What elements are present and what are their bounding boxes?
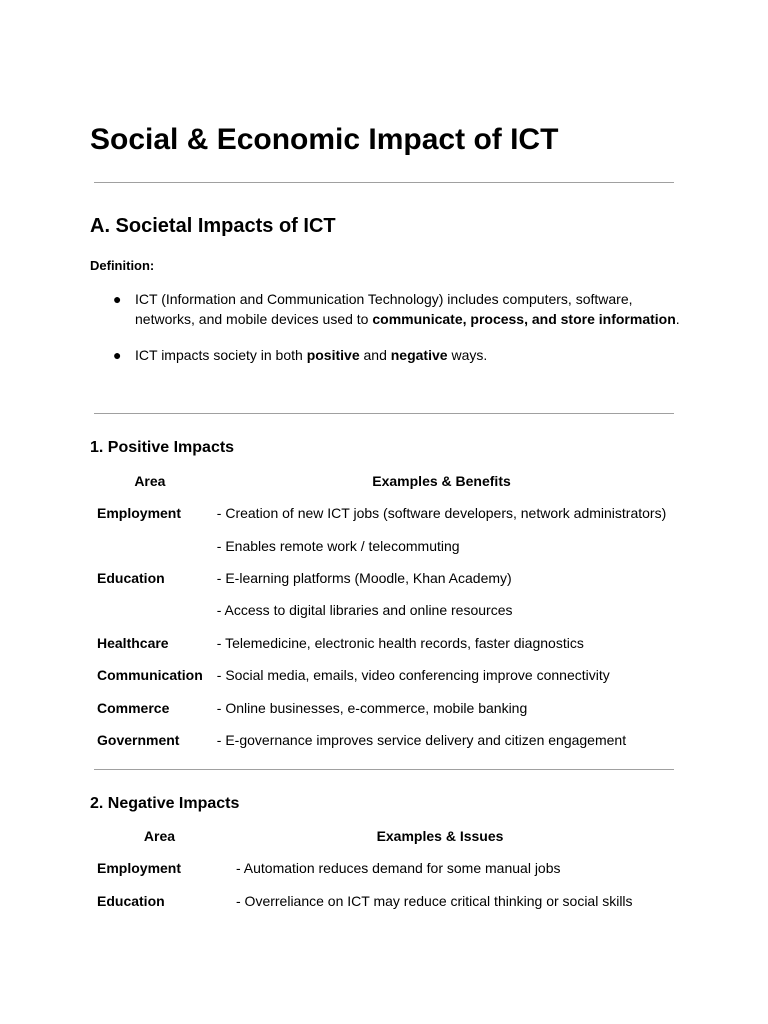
area-cell: Education xyxy=(97,569,165,586)
divider xyxy=(94,769,674,770)
example-cell: - E-governance improves service delivery and citizen engagement xyxy=(216,731,627,748)
table-row xyxy=(90,691,673,723)
table-row xyxy=(90,562,673,594)
area-cell: Employment xyxy=(97,860,182,877)
example-cell: - E-learning platforms (Moodle, Khan Academy) xyxy=(216,569,512,586)
section-a-heading: A. Societal Impacts of ICT xyxy=(90,215,336,237)
example-cell: - Enables remote work / telecommuting xyxy=(216,537,460,554)
area-cell xyxy=(90,529,210,561)
definition-label: Definition: xyxy=(90,258,155,273)
area-cell xyxy=(90,594,210,626)
area-cell: Employment xyxy=(97,505,182,522)
table-row xyxy=(90,529,673,561)
area-cell: Communication xyxy=(97,667,203,684)
area-cell: Healthcare xyxy=(97,634,169,651)
example-cell: - Online businesses, e-commerce, mobile banking xyxy=(216,699,528,716)
bullet-text: ways. xyxy=(447,347,488,363)
table-row xyxy=(90,852,651,884)
table-header-row xyxy=(90,465,673,497)
example-cell: - Creation of new ICT jobs (software developers, network administrators) xyxy=(216,505,667,522)
table-row xyxy=(90,724,673,756)
divider xyxy=(94,182,674,183)
positive-impacts-heading: 1. Positive Impacts xyxy=(90,439,235,456)
negative-impacts-table xyxy=(90,820,651,917)
column-header-examples: Examples & Benefits xyxy=(372,473,511,489)
column-header-area: Area xyxy=(143,828,176,844)
bullet-text: . xyxy=(675,310,680,327)
bullet-bold-text: negative xyxy=(390,347,448,363)
table-header-row xyxy=(90,820,651,852)
area-cell: Education xyxy=(97,892,165,909)
table-row xyxy=(90,627,673,659)
bullet-icon: ● xyxy=(113,347,122,363)
table-row xyxy=(90,659,673,691)
list-item xyxy=(90,290,690,329)
bullet-text: and xyxy=(359,347,391,363)
definition-list xyxy=(90,290,690,366)
table-row xyxy=(90,594,673,626)
negative-impacts-heading: 2. Negative Impacts xyxy=(90,795,240,812)
example-cell: - Telemedicine, electronic health records, faster diagnostics xyxy=(216,634,584,651)
column-header-area: Area xyxy=(134,473,166,489)
area-cell: Government xyxy=(97,731,180,748)
table-row xyxy=(90,497,673,529)
area-cell: Commerce xyxy=(97,699,170,716)
example-cell: - Access to digital libraries and online resources xyxy=(216,602,513,619)
positive-impacts-table xyxy=(90,465,673,756)
bullet-bold-text: positive xyxy=(306,347,360,363)
example-cell: - Automation reduces demand for some manual jobs xyxy=(236,860,561,877)
divider xyxy=(94,413,674,414)
list-item xyxy=(90,346,690,366)
example-cell: - Social media, emails, video conferencing improve connectivity xyxy=(216,667,610,684)
bullet-icon: ● xyxy=(113,291,122,307)
example-cell: - Overreliance on ICT may reduce critical thinking or social skills xyxy=(236,892,633,909)
bullet-text: ICT impacts society in both xyxy=(135,347,307,363)
table-row xyxy=(90,884,651,916)
bullet-text: ICT (Information and Communication Technology) includes computers, software, networks, and mobile devices used to xyxy=(135,291,633,327)
bullet-bold-text: communicate, process, and store information xyxy=(372,310,676,327)
page-title: Social & Economic Impact of ICT xyxy=(90,123,559,156)
column-header-examples: Examples & Issues xyxy=(376,828,504,844)
